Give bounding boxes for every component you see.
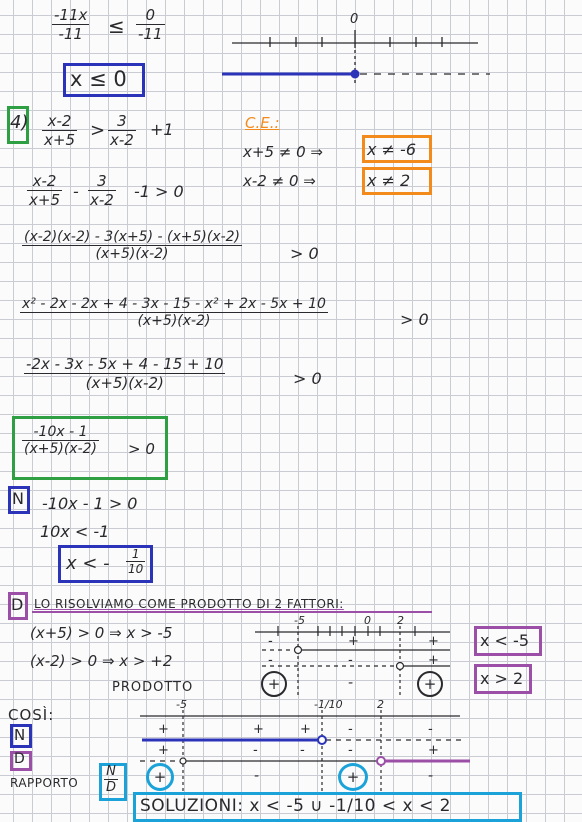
numerator-label: N	[12, 489, 24, 508]
ex4-lhs-den: x+5	[44, 131, 75, 149]
den-open-point-m5	[295, 647, 302, 654]
step3-num: x² - 2x - 2x + 4 - 3x - 15 - x² + 2x - 5x + 10	[22, 296, 326, 312]
ex4-lhs-num: x-2	[42, 112, 77, 131]
prodotto-label: PRODOTTO	[112, 680, 194, 695]
den-res2: x > 2	[480, 669, 524, 688]
ce-title: C.E.:	[245, 114, 280, 132]
final-open-point-m5	[180, 758, 186, 764]
numerator-line2: 10x < -1	[40, 522, 110, 541]
cosi-label: COSÌ:	[8, 706, 55, 724]
final-r-sign-1: +	[146, 763, 174, 791]
factor1: (x+5) > 0 ⇒ x > -5	[30, 624, 173, 642]
final-axis-label-m110: -1/10	[314, 698, 343, 711]
final-d-sign-3: -	[300, 743, 305, 758]
final-r-sign-3: +	[338, 763, 368, 791]
top-closed-point	[351, 70, 360, 79]
step3-den: (x+5)(x-2)	[137, 313, 211, 329]
boxed-tail: > 0	[128, 440, 155, 458]
boxed-den: (x+5)(x-2)	[24, 441, 98, 457]
final-n-sign-4: -	[348, 722, 353, 737]
numerator-line1: -10x - 1 > 0	[42, 494, 138, 513]
step4-tail: > 0	[293, 369, 322, 388]
ce-res1: x ≠ -6	[367, 140, 416, 159]
boxed-num: -10x - 1	[22, 424, 99, 441]
den-r2-sign-a: -	[268, 653, 273, 668]
step2-den: (x+5)(x-2)	[95, 246, 169, 262]
step4-num: -2x - 3x - 5x + 4 - 15 + 10	[26, 355, 224, 373]
den-prod-sign-b: -	[348, 675, 354, 691]
solution-text: SOLUZIONI: x < -5 ∪ -1/10 < x < 2	[140, 796, 451, 816]
top-lhs-num: -11x	[54, 6, 88, 24]
top-lhs-den: -11	[58, 25, 83, 43]
step1-b-num: 3	[88, 172, 116, 191]
rapporto-num: N	[104, 764, 118, 780]
factor2: (x-2) > 0 ⇒ x > +2	[30, 652, 173, 670]
top-rhs-num: 0	[136, 6, 165, 25]
final-n-sign-3: +	[300, 722, 311, 737]
den-axis-label-2: 2	[397, 614, 404, 627]
final-d-sign-4: -	[348, 743, 353, 758]
rapporto-den: D	[106, 780, 117, 795]
den-res1: x < -5	[480, 631, 529, 650]
step1-a-num: x-2	[27, 172, 62, 191]
final-r-sign-2: -	[254, 768, 260, 784]
den-prod-sign-c: +	[417, 671, 443, 697]
den-prod-sign-a: +	[261, 671, 287, 697]
top-result: x ≤ 0	[70, 67, 127, 91]
exercise-number: 4)	[10, 112, 29, 133]
step4-den: (x+5)(x-2)	[85, 374, 164, 392]
top-ineq-sign: ≤	[108, 14, 125, 38]
numerator-result-den: 10	[128, 562, 144, 576]
step2-tail: > 0	[290, 244, 319, 263]
numerator-result-num: 1	[126, 547, 145, 562]
den-open-point-2	[397, 663, 404, 670]
den-r2-sign-c: +	[428, 653, 439, 668]
final-axis	[140, 710, 466, 794]
final-axis-label-m5: -5	[176, 698, 187, 711]
ex4-rhs-den: x-2	[110, 131, 134, 149]
top-axis-zero-label: 0	[350, 12, 359, 27]
ce-res2: x ≠ 2	[367, 171, 411, 190]
den-axis-label-0: 0	[364, 614, 371, 627]
den-axis-label-m5: -5	[294, 614, 305, 627]
step3-tail: > 0	[400, 310, 429, 329]
top-rhs-den: -11	[138, 25, 163, 43]
final-r-sign-4: -	[428, 768, 434, 784]
denominator-label: D	[11, 595, 24, 614]
ex4-plus-one: +1	[150, 120, 174, 139]
final-d-sign-5: +	[428, 743, 439, 758]
final-n-sign-5: -	[428, 722, 433, 737]
den-r1-sign-a: -	[268, 634, 273, 649]
ex4-gt: >	[90, 120, 106, 141]
final-n-open-point	[318, 736, 326, 744]
step1-b-den: x-2	[90, 191, 114, 209]
denominator-title: LO RISOLVIAMO COME PRODOTTO DI 2 FATTORI:	[34, 597, 344, 611]
step2-num: (x-2)(x-2) - 3(x+5) - (x+5)(x-2)	[24, 229, 241, 245]
final-d-open-point	[377, 757, 385, 765]
final-n-sign-1: +	[158, 722, 169, 737]
rapporto-label: RAPPORTO	[10, 776, 79, 790]
final-n-sign-2: +	[253, 722, 264, 737]
step1-minus: -	[73, 182, 79, 201]
den-axis	[255, 626, 450, 696]
final-n-label: N	[14, 726, 26, 744]
den-r1-sign-b: +	[348, 634, 359, 649]
final-d-sign-2: -	[253, 743, 258, 758]
den-r1-sign-c: +	[428, 634, 439, 649]
step1-a-den: x+5	[29, 191, 60, 209]
numerator-result-prefix: x < -	[66, 553, 110, 574]
final-d-label: D	[14, 751, 25, 767]
ce-line2: x-2 ≠ 0 ⇒	[243, 172, 316, 190]
final-d-sign-1: +	[158, 743, 169, 758]
step1-tail: -1 > 0	[134, 182, 184, 201]
ex4-rhs-num: 3	[108, 112, 136, 131]
den-r2-sign-b: -	[348, 653, 353, 668]
ce-line1: x+5 ≠ 0 ⇒	[243, 143, 323, 161]
final-axis-label-2: 2	[377, 698, 384, 711]
